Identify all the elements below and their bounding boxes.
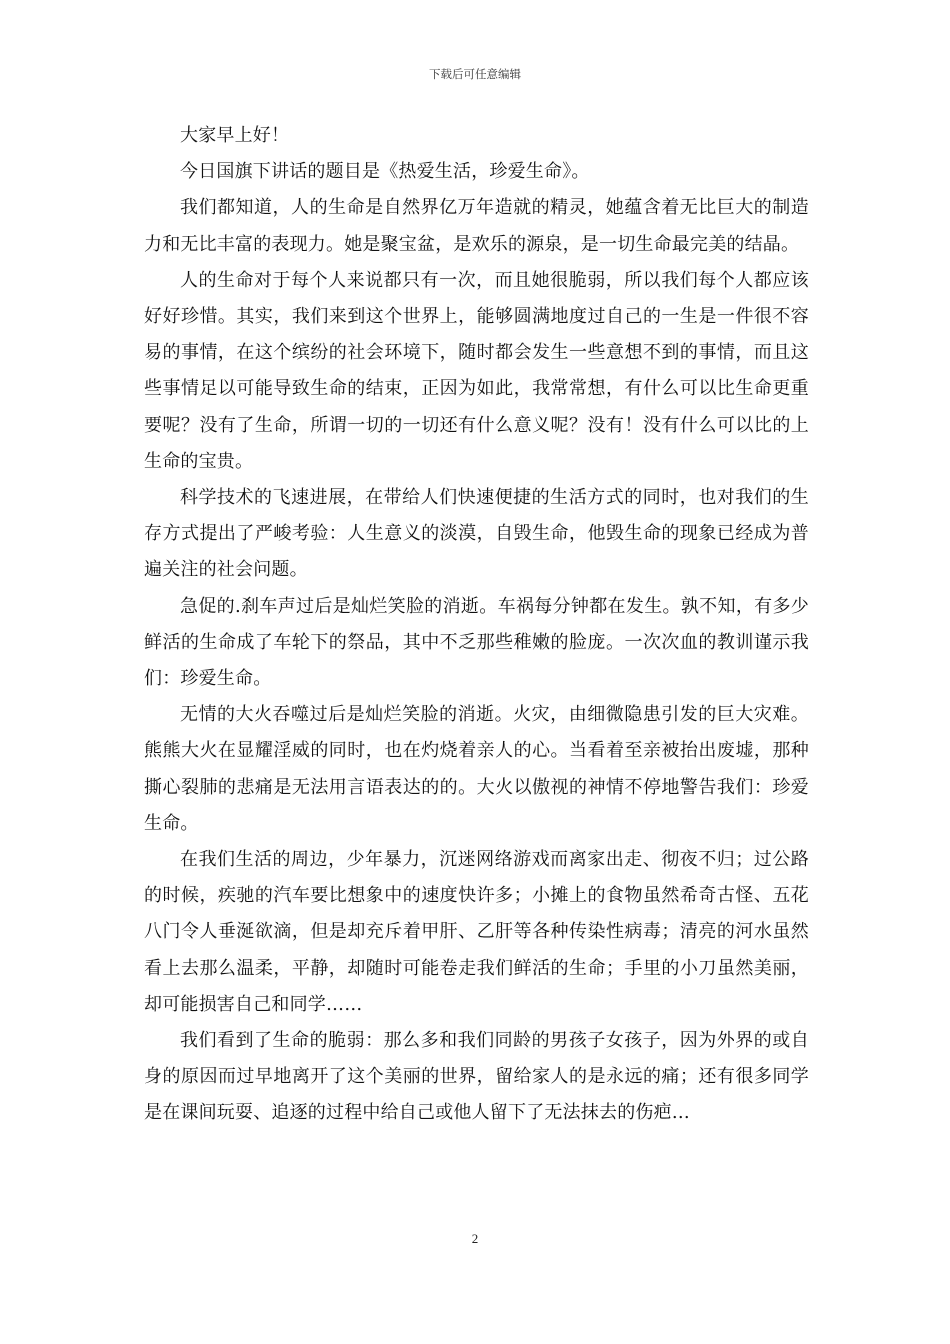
paragraph-topic: 今日国旗下讲话的题目是《热爱生活，珍爱生命》。 [180, 161, 590, 183]
paragraph-fragility: 我们看到了生命的脆弱：那么多和我们同龄的男孩子女孩子，因为外界的或自身的原因而过早地离开了这个美丽的世界，留给家人的是永远的痛；还有很多同学是在课间玩耍、追逐的过程中给自己或他人留下了无法抹去的伤疤… [144, 1030, 809, 1124]
paragraph-technology: 科学技术的飞速进展，在带给人们快速便捷的生活方式的同时，也对我们的生存方式提出了严峻考验：人生意义的淡漠，自毁生命，他毁生命的现象已经成为普遍关注的社会问题。 [144, 487, 809, 581]
paragraph-fire: 无情的大火吞噬过后是灿烂笑脸的消逝。火灾，由细微隐患引发的巨大灾难。熊熊大火在显耀淫威的同时，也在灼烧着亲人的心。当看着至亲被抬出废墟，那种撕心裂肺的悲痛是无法用言语表达的的。大火以傲视的神情不停地警告我们：珍爱生命。 [144, 704, 809, 834]
document-body [144, 118, 809, 1132]
paragraph-life-once: 人的生命对于每个人来说都只有一次，而且她很脆弱，所以我们每个人都应该好好珍惜。其实，我们来到这个世界上，能够圆满地度过自己的一生是一件很不容易的事情，在这个缤纷的社会环境下，随时都会发生一些意想不到的事情，而且这些事情足以可能导致生命的结束，正因为如此，我常常想，有什么可以比生命更重要呢？没有了生命，所谓一切的一切还有什么意义呢？没有！没有什么可以比的上生命的宝贵。 [144, 269, 809, 472]
paragraph-traffic: 急促的.刹车声过后是灿烂笑脸的消逝。车祸每分钟都在发生。孰不知，有多少鲜活的生命成了车轮下的祭品，其中不乏那些稚嫩的脸庞。一次次血的教训谨示我们：珍爱生命。 [144, 595, 809, 690]
paragraph-dangers: 在我们生活的周边，少年暴力，沉迷网络游戏而离家出走、彻夜不归；过公路的时候，疾驰的汽车要比想象中的速度快许多；小摊上的食物虽然希奇古怪、五花八门令人垂涎欲滴，但是却充斥着甲肝、乙肝等各种传染性病毒；清亮的河水虽然看上去那么温柔，平静，却随时可能卷走我们鲜活的生命；手里的小刀虽然美丽，却可能损害自己和同学…… [144, 849, 809, 1015]
paragraph-greeting: 大家早上好！ [180, 125, 290, 146]
page-header: 下载后可任意编辑 [429, 67, 521, 81]
page-number: 2 [471, 1231, 479, 1246]
paragraph-life-nature: 我们都知道，人的生命是自然界亿万年造就的精灵，她蕴含着无比巨大的制造力和无比丰富的表现力。她是聚宝盆，是欢乐的源泉，是一切生命最完美的结晶。 [144, 197, 809, 255]
